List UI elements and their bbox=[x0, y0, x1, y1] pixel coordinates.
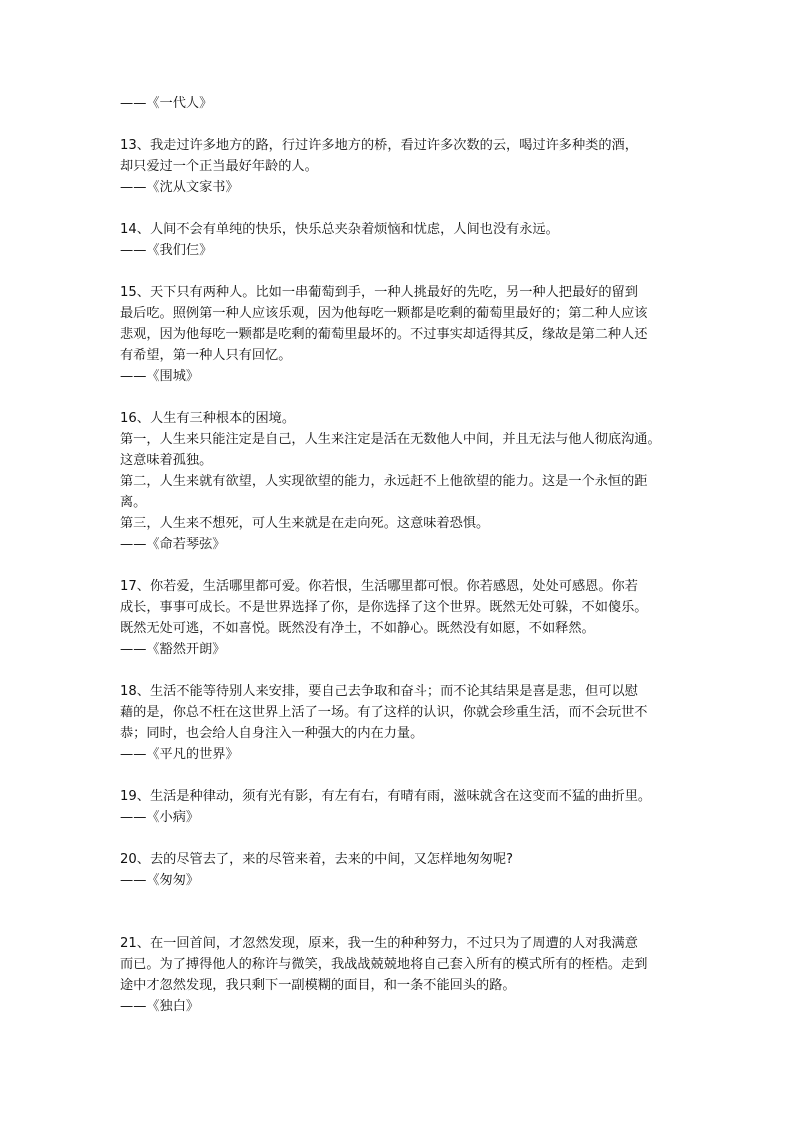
spacer bbox=[120, 114, 690, 135]
spacer bbox=[120, 387, 690, 408]
spacer bbox=[120, 555, 690, 576]
spacer bbox=[120, 660, 690, 681]
quote-line: 15、天下只有两种人。比如一串葡萄到手，一种人挑最好的先吃，另一种人把最好的留到 bbox=[120, 285, 638, 300]
source-line: ——《小病》 bbox=[120, 810, 200, 825]
quote-entry bbox=[120, 135, 690, 198]
spacer bbox=[120, 828, 690, 849]
spacer bbox=[120, 198, 690, 219]
quote-line: 而已。为了搏得他人的称许与微笑，我战战兢兢地将自己套入所有的模式所有的桎梏。走到 bbox=[120, 957, 648, 972]
source-line: ——《平凡的世界》 bbox=[120, 747, 239, 762]
quote-line: 19、生活是种律动，须有光有影，有左有右，有晴有雨，滋味就含在这变而不猛的曲折里。 bbox=[120, 789, 652, 804]
quote-line: 第一，人生来只能注定是自己，人生来注定是活在无数他人中间，并且无法与他人彻底沟通。 bbox=[120, 432, 661, 447]
quote-line: 途中才忽然发现，我只剩下一副模糊的面目，和一条不能回头的路。 bbox=[120, 978, 516, 993]
quote-entry bbox=[120, 282, 690, 387]
quote-line: 14、人间不会有单纯的快乐，快乐总夹杂着烦恼和忧虑，人间也没有永远。 bbox=[120, 222, 559, 237]
quote-line: 17、你若爱，生活哪里都可爱。你若恨，生活哪里都可恨。你若感恩，处处可感恩。你若 bbox=[120, 579, 638, 594]
quote-line: 成长，事事可成长。不是世界选择了你，是你选择了这个世界。既然无处可躲，不如傻乐。 bbox=[120, 600, 648, 615]
quote-line: 有希望，第一种人只有回忆。 bbox=[120, 348, 292, 363]
quote-line: 第三，人生来不想死，可人生来就是在走向死。这意味着恐惧。 bbox=[120, 516, 490, 531]
quote-line: 最后吃。照例第一种人应该乐观，因为他每吃一颗都是吃剩的葡萄里最好的；第二种人应该 bbox=[120, 306, 648, 321]
quote-entry bbox=[120, 933, 690, 1017]
quote-entry bbox=[120, 576, 690, 660]
source-line: ——《匆匆》 bbox=[120, 873, 200, 888]
spacer bbox=[120, 261, 690, 282]
quote-entry bbox=[120, 786, 690, 828]
spacer bbox=[120, 765, 690, 786]
quote-line: 第二，人生来就有欲望，人实现欲望的能力，永远赶不上他欲望的能力。这是一个永恒的距 bbox=[120, 474, 648, 489]
quote-line: 13、我走过许多地方的路，行过许多地方的桥，看过许多次数的云，喝过许多种类的酒， bbox=[120, 138, 638, 153]
quote-line: 离。 bbox=[120, 495, 147, 510]
quote-line: 这意味着孤独。 bbox=[120, 453, 213, 468]
source-line: ——《我们仨》 bbox=[120, 243, 213, 258]
quote-line: 却只爱过一个正当最好年龄的人。 bbox=[120, 159, 318, 174]
source-line: ——《沈从文家书》 bbox=[120, 180, 239, 195]
quote-line: 恭；同时，也会给人自身注入一种强大的内在力量。 bbox=[120, 726, 424, 741]
quote-line: 18、生活不能等待别人来安排，要自己去争取和奋斗；而不论其结果是喜是悲，但可以慰 bbox=[120, 684, 638, 699]
quote-line: 21、在一回首间，才忽然发现，原来，我一生的种种努力，不过只为了周遭的人对我满意 bbox=[120, 936, 638, 951]
source-line: ——《围城》 bbox=[120, 369, 200, 384]
quote-line: 既然无处可逃，不如喜悦。既然没有净土，不如静心。既然没有如愿，不如释然。 bbox=[120, 621, 595, 636]
quote-entry bbox=[120, 408, 690, 555]
quote-line: 20、去的尽管去了，来的尽管来着，去来的中间，又怎样地匆匆呢? bbox=[120, 852, 514, 867]
quote-line: 16、人生有三种根本的困境。 bbox=[120, 411, 296, 426]
source-line: ——《独白》 bbox=[120, 999, 200, 1014]
quote-line: 藉的是，你总不枉在这世界上活了一场。有了这样的认识，你就会珍重生活，而不会玩世不 bbox=[120, 705, 648, 720]
source-line: ——《豁然开朗》 bbox=[120, 642, 226, 657]
spacer bbox=[120, 891, 690, 933]
quote-entry bbox=[120, 681, 690, 765]
quote-entry bbox=[120, 219, 690, 261]
quote-entry bbox=[120, 849, 690, 891]
quote-list bbox=[120, 93, 690, 1017]
source-line: ——《一代人》 bbox=[120, 96, 213, 111]
quote-line: 悲观，因为他每吃一颗都是吃剩的葡萄里最坏的。不过事实却适得其反，缘故是第二种人还 bbox=[120, 327, 648, 342]
source-line: ——《命若琴弦》 bbox=[120, 537, 226, 552]
